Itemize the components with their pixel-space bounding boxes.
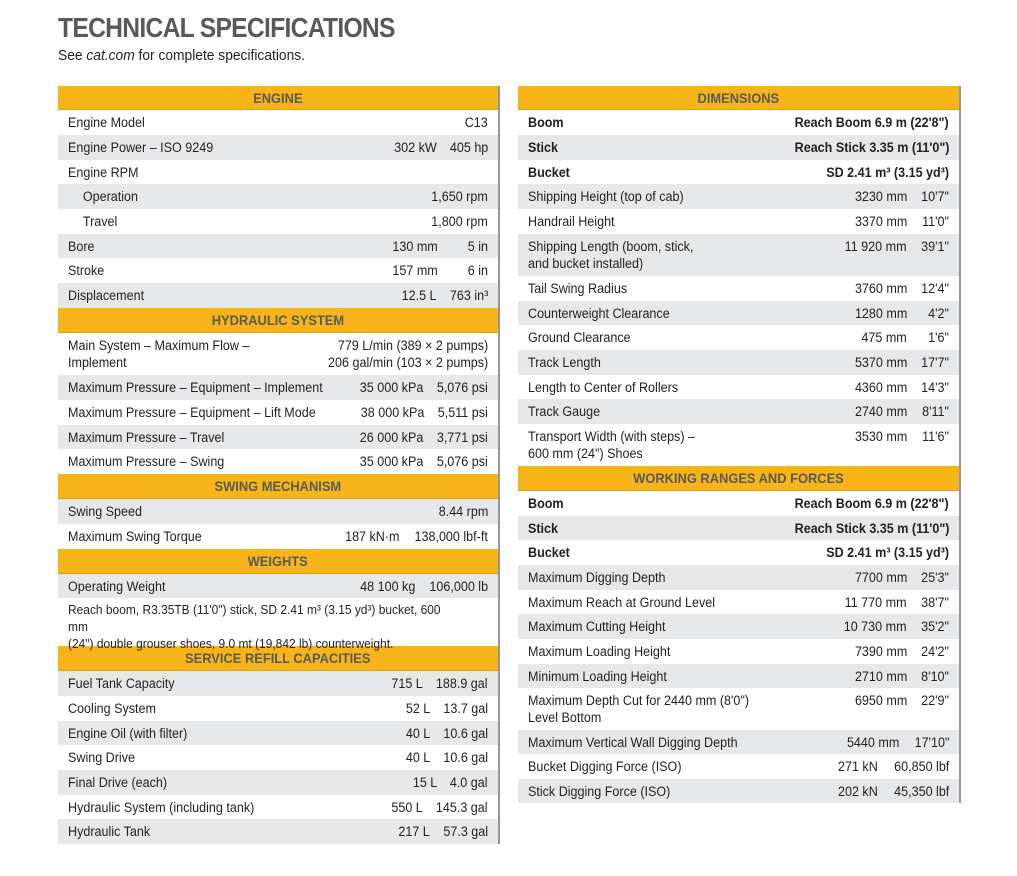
engine-row (58, 135, 498, 160)
working-ranges-and-forces-row (518, 565, 959, 590)
working-ranges-and-forces-row (518, 664, 959, 688)
spec-value-imperial: 13.7 gal (443, 701, 488, 716)
spec-value-metric: 4360 mm (854, 380, 907, 395)
spec-values (783, 114, 949, 131)
spec-values (396, 823, 488, 840)
spec-value-imperial: 22'9" (921, 693, 949, 708)
spec-label: Operating Weight (68, 579, 166, 594)
spec-value-metric: 38 000 kPa (360, 405, 425, 420)
hydraulic-system-row (58, 449, 498, 474)
spec-value-imperial: SD 2.41 m³ (3.15 yd³) (826, 165, 949, 180)
spec-values (840, 594, 949, 611)
spec-label: Maximum Reach at Ground Level (528, 595, 716, 610)
spec-value-imperial: 12'4" (921, 281, 949, 296)
engine-heading-text: ENGINE (253, 90, 303, 106)
spec-value-metric: 6950 mm (854, 693, 907, 708)
dimensions-row (518, 399, 959, 424)
spec-label: Track Length (528, 355, 601, 370)
spec-label: Operation (82, 189, 139, 204)
spec-value-metric: 550 L (391, 800, 423, 815)
spec-value-metric: 3230 mm (854, 189, 907, 204)
spec-values (851, 188, 949, 205)
spec-label: Maximum Depth Cut for 2440 mm (8'0") Level Bottom (528, 693, 750, 725)
spec-value-metric: 130 mm (392, 239, 438, 254)
spec-values (783, 495, 949, 512)
spec-value-imperial: Reach Boom 6.9 m (22'8") (794, 115, 949, 130)
spec-label: Engine Oil (with filter) (68, 726, 188, 741)
spec-value-imperial: 138,000 lbf-ft (414, 529, 488, 544)
spec-value-imperial: Reach Stick 3.35 m (11'0") (794, 140, 949, 155)
working-ranges-and-forces-heading-text: WORKING RANGES AND FORCES (633, 470, 844, 486)
spec-label: Maximum Swing Torque (68, 529, 202, 544)
spec-values (389, 238, 488, 255)
spec-value-imperial: C13 (464, 115, 488, 130)
spec-value-imperial: 8'10" (921, 669, 949, 684)
spec-label: Boom (528, 115, 564, 130)
spec-label: Shipping Height (top of cab) (528, 189, 684, 204)
spec-label: Ground Clearance (528, 330, 631, 345)
dimensions-row (518, 209, 959, 234)
dimensions-heading (518, 86, 959, 110)
spec-values (851, 643, 949, 660)
dimensions-row (518, 375, 959, 399)
dimensions-row (518, 234, 959, 276)
spec-value-metric: 157 mm (392, 263, 438, 278)
spec-values (356, 578, 488, 595)
spec-values (835, 783, 949, 800)
spec-value-metric: 7700 mm (854, 570, 907, 585)
spec-value-metric: 11 920 mm (845, 239, 907, 254)
spec-values (391, 139, 488, 156)
spec-values (839, 618, 949, 635)
swing-mechanism-heading-text: SWING MECHANISM (214, 478, 342, 494)
spec-label: Bucket Digging Force (ISO) (528, 759, 682, 774)
spec-label: Displacement (68, 288, 145, 303)
dimensions-heading-text: DIMENSIONS (697, 90, 780, 106)
spec-value-imperial: 3,771 psi (437, 430, 488, 445)
spec-value-imperial: 11'0" (922, 214, 949, 229)
spec-value-metric: 5370 mm (854, 355, 907, 370)
working-ranges-and-forces-row (518, 779, 959, 803)
spec-label: Stick (528, 521, 559, 536)
spec-values (404, 749, 488, 766)
service-refill-capacities-heading-text: SERVICE REFILL CAPACITIES (185, 650, 371, 666)
dimensions-row (518, 350, 959, 375)
spec-values (851, 354, 949, 371)
hydraulic-system-heading (58, 308, 498, 333)
spec-value-metric: 475 mm (861, 330, 907, 345)
spec-label: Maximum Pressure – Equipment – Lift Mode (68, 405, 316, 420)
spec-values (783, 520, 949, 537)
spec-value-imperial: 10.6 gal (443, 750, 488, 765)
spec-value-metric: 271 kN (837, 759, 878, 774)
spec-label: Maximum Pressure – Equipment – Implement (68, 380, 323, 395)
spec-values (851, 403, 949, 420)
spec-values (389, 262, 488, 279)
spec-values (851, 280, 949, 297)
spec-values (411, 774, 488, 791)
dimensions-row (518, 276, 959, 301)
engine-row (58, 110, 498, 135)
spec-label: Maximum Digging Depth (528, 570, 666, 585)
spec-value-metric: 5440 mm (847, 735, 900, 750)
spec-label: Maximum Loading Height (528, 644, 671, 659)
service-refill-capacities-row (58, 819, 498, 844)
engine-row (58, 209, 498, 234)
spec-value-imperial: 10.6 gal (443, 726, 488, 741)
spec-label: Bucket (528, 545, 570, 560)
spec-value-imperial: 8.44 rpm (438, 504, 488, 519)
spec-value-imperial: 57.3 gal (443, 824, 488, 839)
dimensions-row (518, 184, 959, 209)
spec-values (840, 238, 949, 255)
spec-label: Stroke (68, 263, 105, 278)
spec-label: Hydraulic Tank (68, 824, 151, 839)
hydraulic-system-row (58, 400, 498, 425)
working-ranges-and-forces-row (518, 614, 959, 639)
spec-label: Handrail Height (528, 214, 615, 229)
spec-label: Bore (68, 239, 95, 254)
spec-value-imperial: 779 L/min (389 × 2 pumps) 206 gal/min (103 × 2 pumps) (327, 338, 488, 370)
engine-heading (58, 86, 498, 110)
service-refill-capacities-row (58, 721, 498, 745)
spec-values (316, 337, 488, 371)
spec-value-imperial: 763 in³ (449, 288, 488, 303)
cat-com-link[interactable]: cat.com (86, 47, 135, 64)
spec-values (851, 692, 949, 709)
service-refill-capacities-row (58, 795, 498, 819)
engine-row (58, 234, 498, 258)
spec-label: Boom (528, 496, 564, 511)
spec-value-imperial: 188.9 gal (436, 676, 488, 691)
working-ranges-and-forces-row (518, 688, 959, 730)
weights-heading (58, 549, 498, 574)
spec-value-imperial: 39'1" (921, 239, 949, 254)
spec-values (817, 544, 949, 561)
spec-values (851, 569, 949, 586)
spec-label: Transport Width (with steps) – 600 mm (24") Shoes (528, 429, 695, 461)
spec-value-imperial: 106,000 lb (429, 579, 488, 594)
spec-label: Stick Digging Force (ISO) (528, 784, 671, 799)
spec-value-metric: 715 L (391, 676, 423, 691)
working-ranges-and-forces-row (518, 590, 959, 614)
spec-label: Track Gauge (528, 404, 601, 419)
spec-value-metric: 202 kN (837, 784, 878, 799)
spec-value-imperial: 4'2" (928, 306, 949, 321)
spec-value-imperial: 1,650 rpm (431, 189, 488, 204)
spec-value-metric: 2710 mm (854, 669, 907, 684)
service-refill-capacities-row (58, 671, 498, 696)
spec-label: Minimum Loading Height (528, 669, 667, 684)
engine-row (58, 160, 498, 184)
spec-value-imperial: 1,800 rpm (431, 214, 488, 229)
spec-value-imperial: 25'3" (921, 570, 949, 585)
spec-value-metric: 187 kN·m (344, 529, 400, 544)
spec-value-imperial: 8'11" (922, 404, 949, 419)
spec-value-imperial: 38'7" (921, 595, 949, 610)
spec-label: Engine Power – ISO 9249 (68, 140, 214, 155)
right-column (518, 86, 961, 803)
page-subtitle (58, 47, 305, 64)
spec-value-imperial: Reach Stick 3.35 m (11'0") (794, 521, 949, 536)
spec-value-imperial: Reach Boom 6.9 m (22'8") (794, 496, 949, 511)
working-ranges-and-forces-row (518, 754, 959, 779)
spec-value-imperial: 60,850 lbf (893, 759, 949, 774)
spec-values (355, 453, 488, 470)
spec-value-metric: 35 000 kPa (359, 380, 424, 395)
spec-values (399, 287, 488, 304)
spec-label: Cooling System (68, 701, 156, 716)
working-ranges-and-forces-row (518, 516, 959, 540)
spec-label: Maximum Pressure – Travel (68, 430, 225, 445)
spec-value-metric: 302 kW (394, 140, 437, 155)
weights-note-text: Reach boom, R3.35TB (11'0") stick, SD 2.41 m³ (3.15 yd³) bucket, 600 mm (24") double grouser shoes, 9.0 mt (19,842 lb) counterweight. (68, 602, 441, 651)
spec-label: Fuel Tank Capacity (68, 676, 175, 691)
spec-label: Maximum Cutting Height (528, 619, 666, 634)
spec-values (843, 734, 949, 751)
spec-value-metric: 12.5 L (401, 288, 437, 303)
spec-value-metric: 1280 mm (854, 306, 907, 321)
spec-value-metric: 3760 mm (854, 281, 907, 296)
spec-label: Counterweight Clearance (528, 306, 670, 321)
spec-label: Stick (528, 140, 559, 155)
page-title: TECHNICAL SPECIFICATIONS (58, 12, 395, 43)
spec-label: Swing Drive (68, 750, 135, 765)
spec-values (404, 700, 488, 717)
spec-value-metric: 3530 mm (854, 429, 907, 444)
spec-value-imperial: 17'10" (914, 735, 949, 750)
working-ranges-and-forces-heading (518, 466, 959, 491)
engine-row (58, 258, 498, 283)
spec-label: Tail Swing Radius (528, 281, 628, 296)
spec-value-imperial: 6 in (467, 263, 488, 278)
spec-values (783, 139, 949, 156)
spec-values (463, 114, 488, 131)
spec-value-metric: 26 000 kPa (359, 430, 424, 445)
spec-label: Engine Model (68, 115, 145, 130)
spec-label: Travel (82, 214, 118, 229)
spec-label: Swing Speed (68, 504, 142, 519)
service-refill-capacities-row (58, 745, 498, 770)
spec-value-metric: 217 L (398, 824, 430, 839)
working-ranges-and-forces-row (518, 639, 959, 664)
spec-values (851, 213, 949, 230)
service-refill-capacities-row (58, 770, 498, 795)
spec-label: Maximum Vertical Wall Digging Depth (528, 735, 738, 750)
spec-label: Length to Center of Rollers (528, 380, 679, 395)
spec-values (404, 725, 488, 742)
spec-values (851, 668, 949, 685)
spec-value-imperial: 405 hp (449, 140, 488, 155)
subtitle-prefix: See (58, 47, 87, 64)
spec-values (427, 188, 488, 205)
spec-values (355, 379, 488, 396)
spec-values (858, 329, 949, 346)
spec-values (851, 379, 949, 396)
spec-value-imperial: 24'2" (921, 644, 949, 659)
hydraulic-system-row (58, 425, 498, 449)
engine-row (58, 184, 498, 209)
spec-value-imperial: 5 in (467, 239, 488, 254)
spec-value-imperial: 145.3 gal (436, 800, 488, 815)
spec-label: Shipping Length (boom, stick, and bucket installed) (528, 239, 694, 271)
swing-mechanism-heading (58, 474, 498, 499)
dimensions-row (518, 301, 959, 325)
spec-label: Final Drive (each) (68, 775, 168, 790)
spec-values (851, 428, 949, 445)
spec-value-metric: 3370 mm (854, 214, 907, 229)
spec-value-imperial: SD 2.41 m³ (3.15 yd³) (826, 545, 949, 560)
spec-value-imperial: 5,076 psi (437, 454, 488, 469)
left-column (58, 86, 500, 844)
service-refill-capacities-row (58, 696, 498, 721)
spec-value-metric: 7390 mm (854, 644, 907, 659)
spec-label: Main System – Maximum Flow – Implement (68, 338, 250, 370)
spec-value-imperial: 45,350 lbf (893, 784, 949, 799)
spec-values (341, 528, 488, 545)
spec-values (356, 404, 488, 421)
spec-value-metric: 48 100 kg (359, 579, 415, 594)
dimensions-row (518, 135, 959, 160)
spec-values (851, 305, 949, 322)
spec-value-metric: 11 770 mm (845, 595, 907, 610)
spec-label: Hydraulic System (including tank) (68, 800, 255, 815)
working-ranges-and-forces-row (518, 491, 959, 516)
weights-heading-text: WEIGHTS (247, 553, 309, 569)
swing-mechanism-row (58, 499, 498, 524)
hydraulic-system-row (58, 333, 498, 375)
spec-value-imperial: 17'7" (921, 355, 949, 370)
subtitle-suffix: for complete specifications. (134, 47, 305, 64)
dimensions-row (518, 325, 959, 350)
spec-value-metric: 40 L (405, 750, 430, 765)
spec-value-metric: 2740 mm (854, 404, 907, 419)
spec-value-metric: 40 L (405, 726, 430, 741)
spec-value-imperial: 14'3" (921, 380, 949, 395)
spec-value-metric: 52 L (405, 701, 430, 716)
spec-values (435, 503, 488, 520)
spec-label: Bucket (528, 165, 570, 180)
spec-value-metric: 15 L (413, 775, 438, 790)
spec-value-imperial: 35'2" (921, 619, 949, 634)
dimensions-row (518, 110, 959, 135)
spec-value-metric: 35 000 kPa (359, 454, 424, 469)
spec-values (835, 758, 949, 775)
hydraulic-system-row (58, 375, 498, 400)
spec-values (427, 213, 488, 230)
weights-note (58, 598, 498, 651)
spec-label: Maximum Pressure – Swing (68, 454, 225, 469)
spec-value-imperial: 10'7" (921, 189, 949, 204)
spec-value-imperial: 5,076 psi (437, 380, 488, 395)
working-ranges-and-forces-row (518, 730, 959, 754)
engine-row (58, 283, 498, 308)
spec-value-imperial: 11'6" (922, 429, 949, 444)
swing-mechanism-row (58, 524, 498, 549)
dimensions-row (518, 160, 959, 184)
spec-value-imperial: 5,511 psi (437, 405, 488, 420)
weights-row (58, 574, 498, 598)
spec-value-imperial: 1'6" (928, 330, 949, 345)
spec-value-metric: 10 730 mm (844, 619, 907, 634)
spec-values (817, 164, 949, 181)
spec-label: Engine RPM (68, 165, 139, 180)
spec-values (355, 429, 488, 446)
working-ranges-and-forces-row (518, 540, 959, 565)
spec-values (389, 799, 488, 816)
spec-value-imperial: 4.0 gal (450, 775, 488, 790)
hydraulic-system-heading-text: HYDRAULIC SYSTEM (211, 312, 345, 328)
spec-values (389, 675, 488, 692)
dimensions-row (518, 424, 959, 466)
